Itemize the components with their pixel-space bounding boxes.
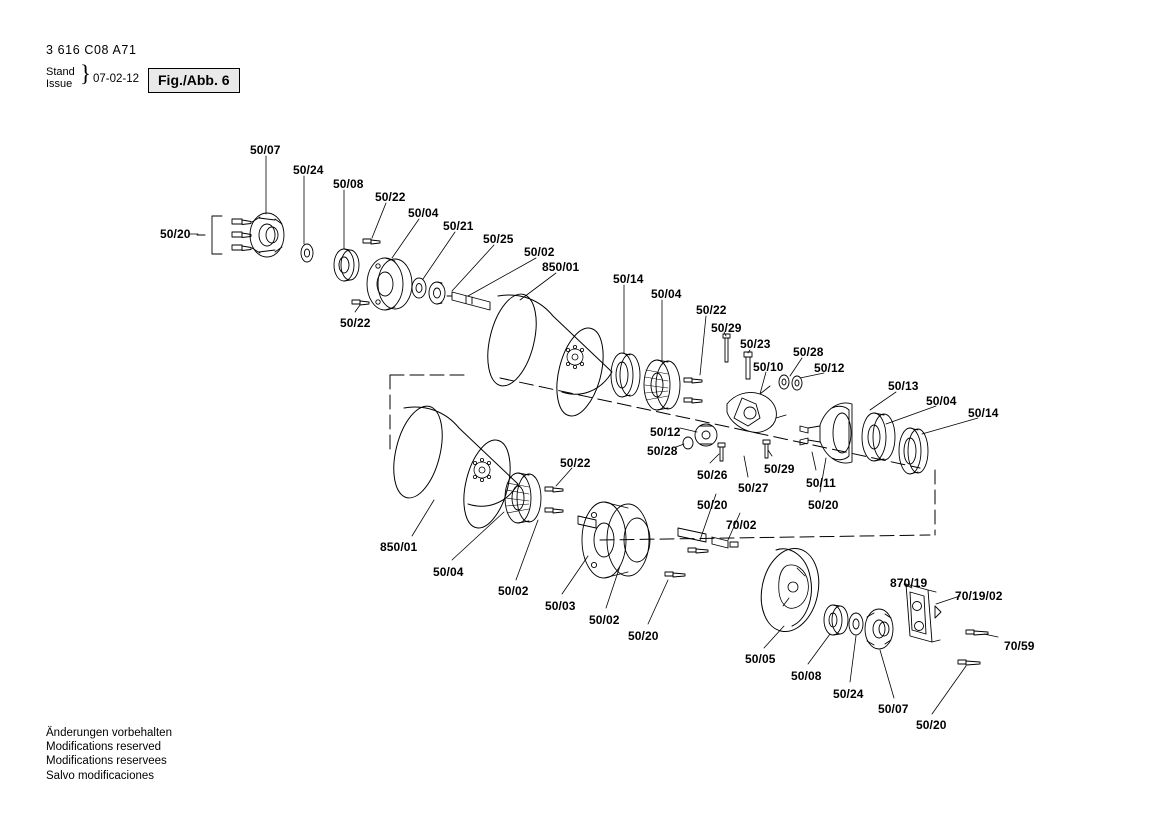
issue-label: Issue: [46, 78, 73, 90]
callout-label: 870/19: [890, 576, 928, 590]
callout-label: 50/13: [888, 379, 919, 393]
callout-label: 50/07: [878, 702, 909, 716]
callout-label: 50/28: [793, 345, 824, 359]
callout-label: 50/04: [926, 394, 957, 408]
callout-label: 50/20: [697, 498, 728, 512]
callout-label: 50/20: [160, 227, 191, 241]
callout-label: 50/26: [697, 468, 728, 482]
footer-line-fr: Modifications reservees: [46, 755, 167, 768]
callout-label: 50/24: [833, 687, 864, 701]
callout-label: 50/20: [808, 498, 839, 512]
callout-label: 50/14: [613, 272, 644, 286]
callout-label: 50/03: [545, 599, 576, 613]
callout-label: 70/02: [726, 518, 757, 532]
stand-label: Stand: [46, 66, 75, 78]
callout-label: 50/02: [524, 245, 555, 259]
callout-label: 50/22: [560, 456, 591, 470]
callout-label: 50/10: [753, 360, 784, 374]
callout-label: 50/08: [791, 669, 822, 683]
callout-label: 50/21: [443, 219, 474, 233]
callout-label: 50/29: [711, 321, 742, 335]
callout-label: 50/23: [740, 337, 771, 351]
footer-line-es: Salvo modificaciones: [46, 769, 155, 782]
callout-label: 50/28: [647, 444, 678, 458]
issue-date: 07-02-12: [93, 73, 140, 85]
callout-label: 50/20: [628, 629, 659, 643]
callout-label: 50/04: [408, 206, 439, 220]
callout-label: 50/02: [589, 613, 620, 627]
callout-label: 50/12: [814, 361, 845, 375]
callout-label: 50/08: [333, 177, 364, 191]
callout-label: 50/24: [293, 163, 324, 177]
brace-glyph: }: [80, 61, 92, 86]
callout-label: 50/14: [968, 406, 999, 420]
footer-notes: [46, 726, 172, 783]
callout-label: 50/04: [651, 287, 682, 301]
callout-label: 50/05: [745, 652, 776, 666]
footer-line-de: Änderungen vorbehalten: [46, 727, 172, 739]
callout-label: 50/22: [696, 303, 727, 317]
callout-label: 50/25: [483, 232, 514, 246]
callout-label: 50/11: [806, 476, 836, 490]
callout-label: 70/59: [1004, 639, 1035, 653]
callout-label: 50/12: [650, 425, 681, 439]
part-number: 3 616 C08 A71: [46, 43, 137, 57]
callout-label: 50/20: [916, 718, 947, 732]
callout-label: 50/07: [250, 143, 281, 157]
callout-label: 50/29: [764, 462, 795, 476]
figure-badge: Fig./Abb. 6: [148, 68, 240, 93]
callout-label: 50/22: [375, 190, 406, 204]
callout-label: 50/22: [340, 316, 371, 330]
callout-label: 850/01: [542, 260, 580, 274]
callout-label: 50/02: [498, 584, 529, 598]
callout-label: 70/19/02: [955, 589, 1003, 603]
callout-label: 50/27: [738, 481, 769, 495]
footer-line-en: Modifications reserved: [46, 741, 162, 754]
callout-label: 850/01: [380, 540, 418, 554]
callout-label: 50/04: [433, 565, 464, 579]
